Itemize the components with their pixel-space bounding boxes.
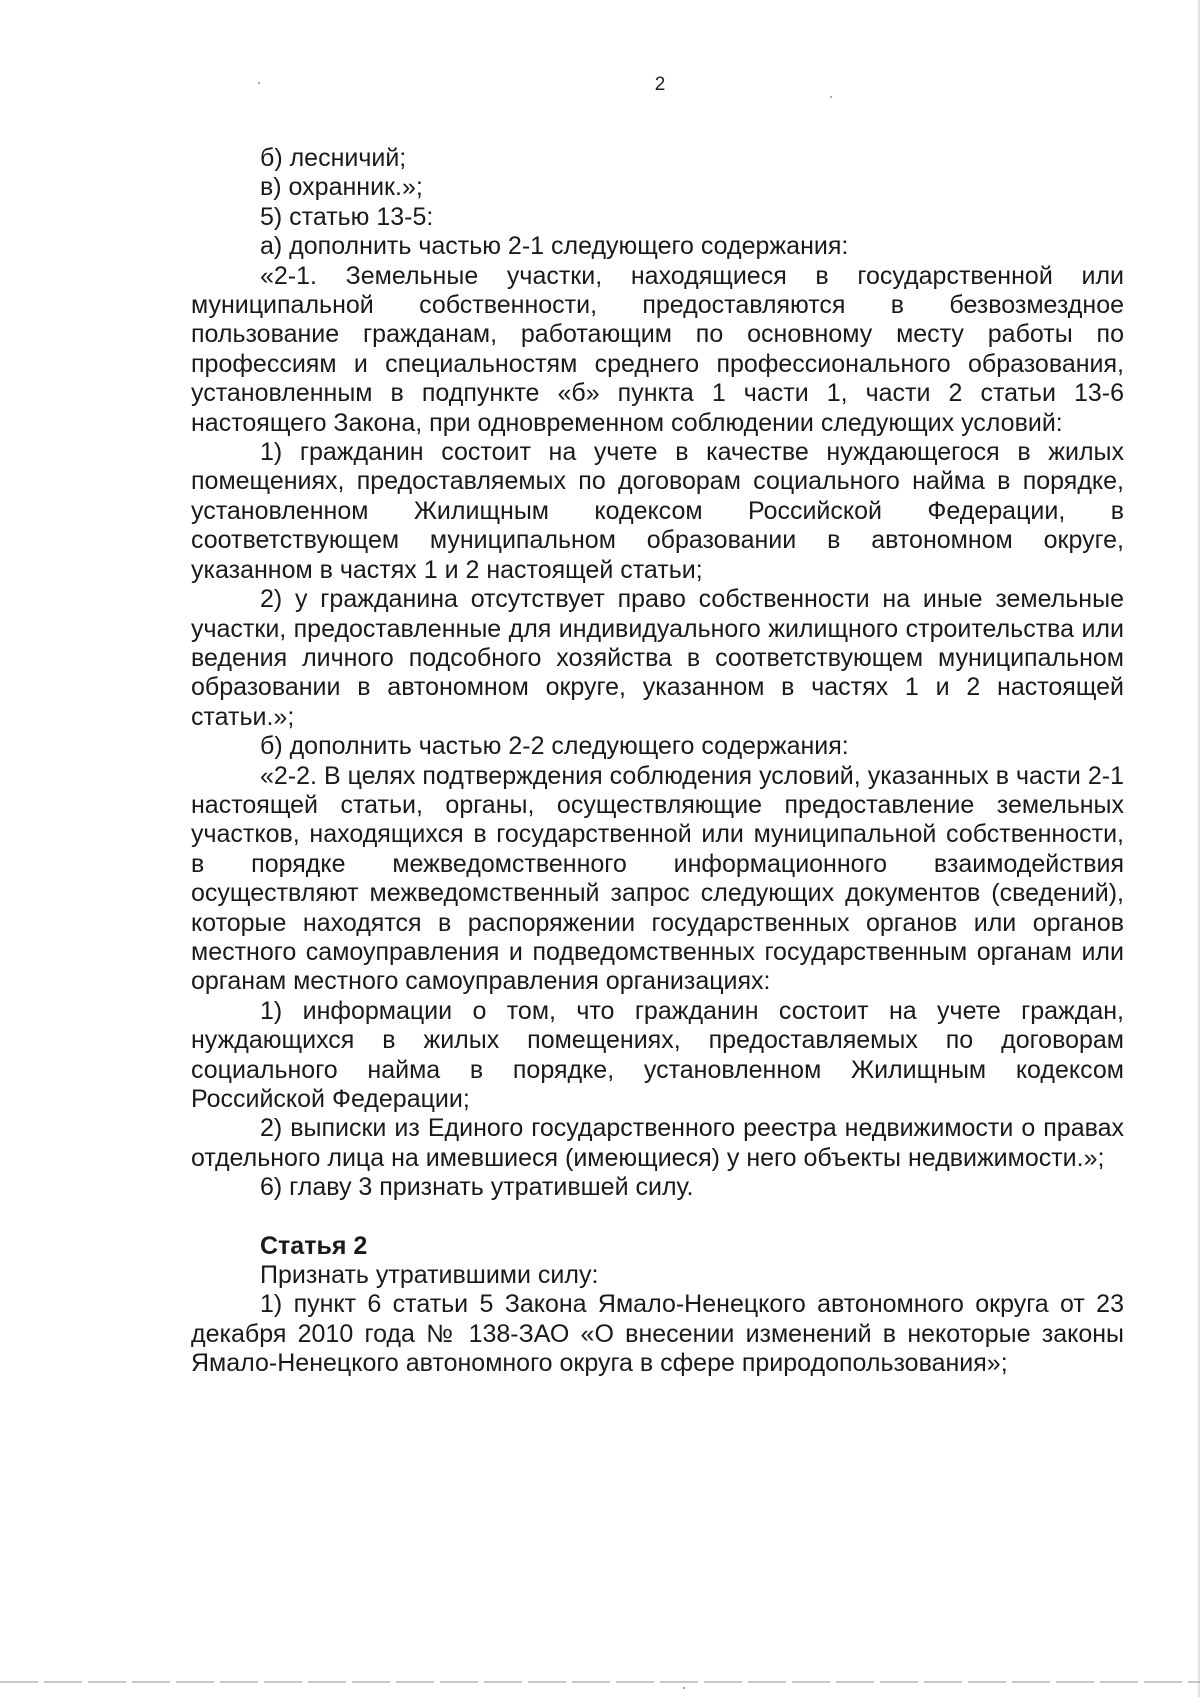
part-2-1-paragraph: «2-1. Земельные участки, находящиеся в государственной или муниципальной собственности, предоставляются в безвозмездное пользование гражданам, работающим по основному месту работы по профессиям и специальностям среднего профессионального образования, установленным в подпункте «б» пункта 1 части 1, части 2 статьи 13-6 настоящего Закона, при одновременном соблюдении следующих условий: [191, 261, 1124, 437]
amendment-a: а) дополнить частью 2-1 следующего содержания: [260, 232, 849, 261]
part-2-2-paragraph: «2-2. В целях подтверждения соблюдения условий, указанных в части 2-1 настоящей статьи, органы, осуществляющие предоставление земельных участков, находящихся в государственной или муниципальной собственности, в порядке межведомственного информационного взаимодействия осуществляют межведомственный запрос следующих документов (сведений), которые находятся в распоряжении государственных органов или органов местного самоуправления и подведомственных государственным органам или органам местного самоуправления организациях: [191, 761, 1124, 996]
page-number: 2 [654, 74, 666, 95]
list-item-b: б) лесничий; [260, 144, 407, 172]
scan-edge [0, 1681, 1200, 1683]
document-item-2-paragraph: 2) выписки из Единого государственного реестра недвижимости о правах отдельного лица на имевшиеся (имеющиеся) у него объекты недвижимости.»; [191, 1114, 1124, 1172]
amendment-b: б) дополнить частью 2-2 следующего содержания: [260, 732, 849, 761]
list-item-5: 5) статью 13-5: [260, 202, 434, 231]
document-item-1-paragraph: 1) информации о том, что гражданин состоит на учете граждан, нуждающихся в жилых помещениях, предоставляемых по договорам социального найма в порядке, установленном Жилищным кодексом Российской Федерации; [191, 996, 1124, 1113]
article-intro: Признать утратившими силу: [260, 1261, 599, 1290]
scan-speck [683, 1687, 685, 1689]
list-item-6: 6) главу 3 признать утратившей силу. [260, 1173, 694, 1202]
article-heading: Статья 2 [260, 1231, 368, 1260]
paragraph-spacer [191, 1203, 1124, 1232]
list-item-v: в) охранник.»; [260, 173, 423, 202]
scan-speck [830, 96, 832, 98]
condition-1-paragraph: 1) гражданин состоит на учете в качестве нуждающегося в жилых помещениях, предоставляемых по договорам социального найма в порядке, установленном Жилищным кодексом Российской Федерации, в соответствующем муниципальном образовании в автономном округе, указанном в частях 1 и 2 настоящей статьи; [191, 438, 1124, 584]
document-body [191, 144, 1124, 1379]
scan-speck [258, 82, 260, 84]
condition-2-paragraph: 2) у гражданина отсутствует право собственности на иные земельные участки, предоставленные для индивидуального жилищного строительства или ведения личного подсобного хозяйства в соответствующем муниципальном образовании в автономном округе, указанном в частях 1 и 2 настоящей статьи.»; [191, 585, 1124, 731]
article-item-1: 1) пункт 6 статьи 5 Закона Ямало-Ненецкого автономного округа от 23 декабря 2010 года № 138-ЗАО «О внесении изменений в некоторые законы Ямало-Ненецкого автономного округа в сфере природопользования»; [191, 1290, 1124, 1378]
